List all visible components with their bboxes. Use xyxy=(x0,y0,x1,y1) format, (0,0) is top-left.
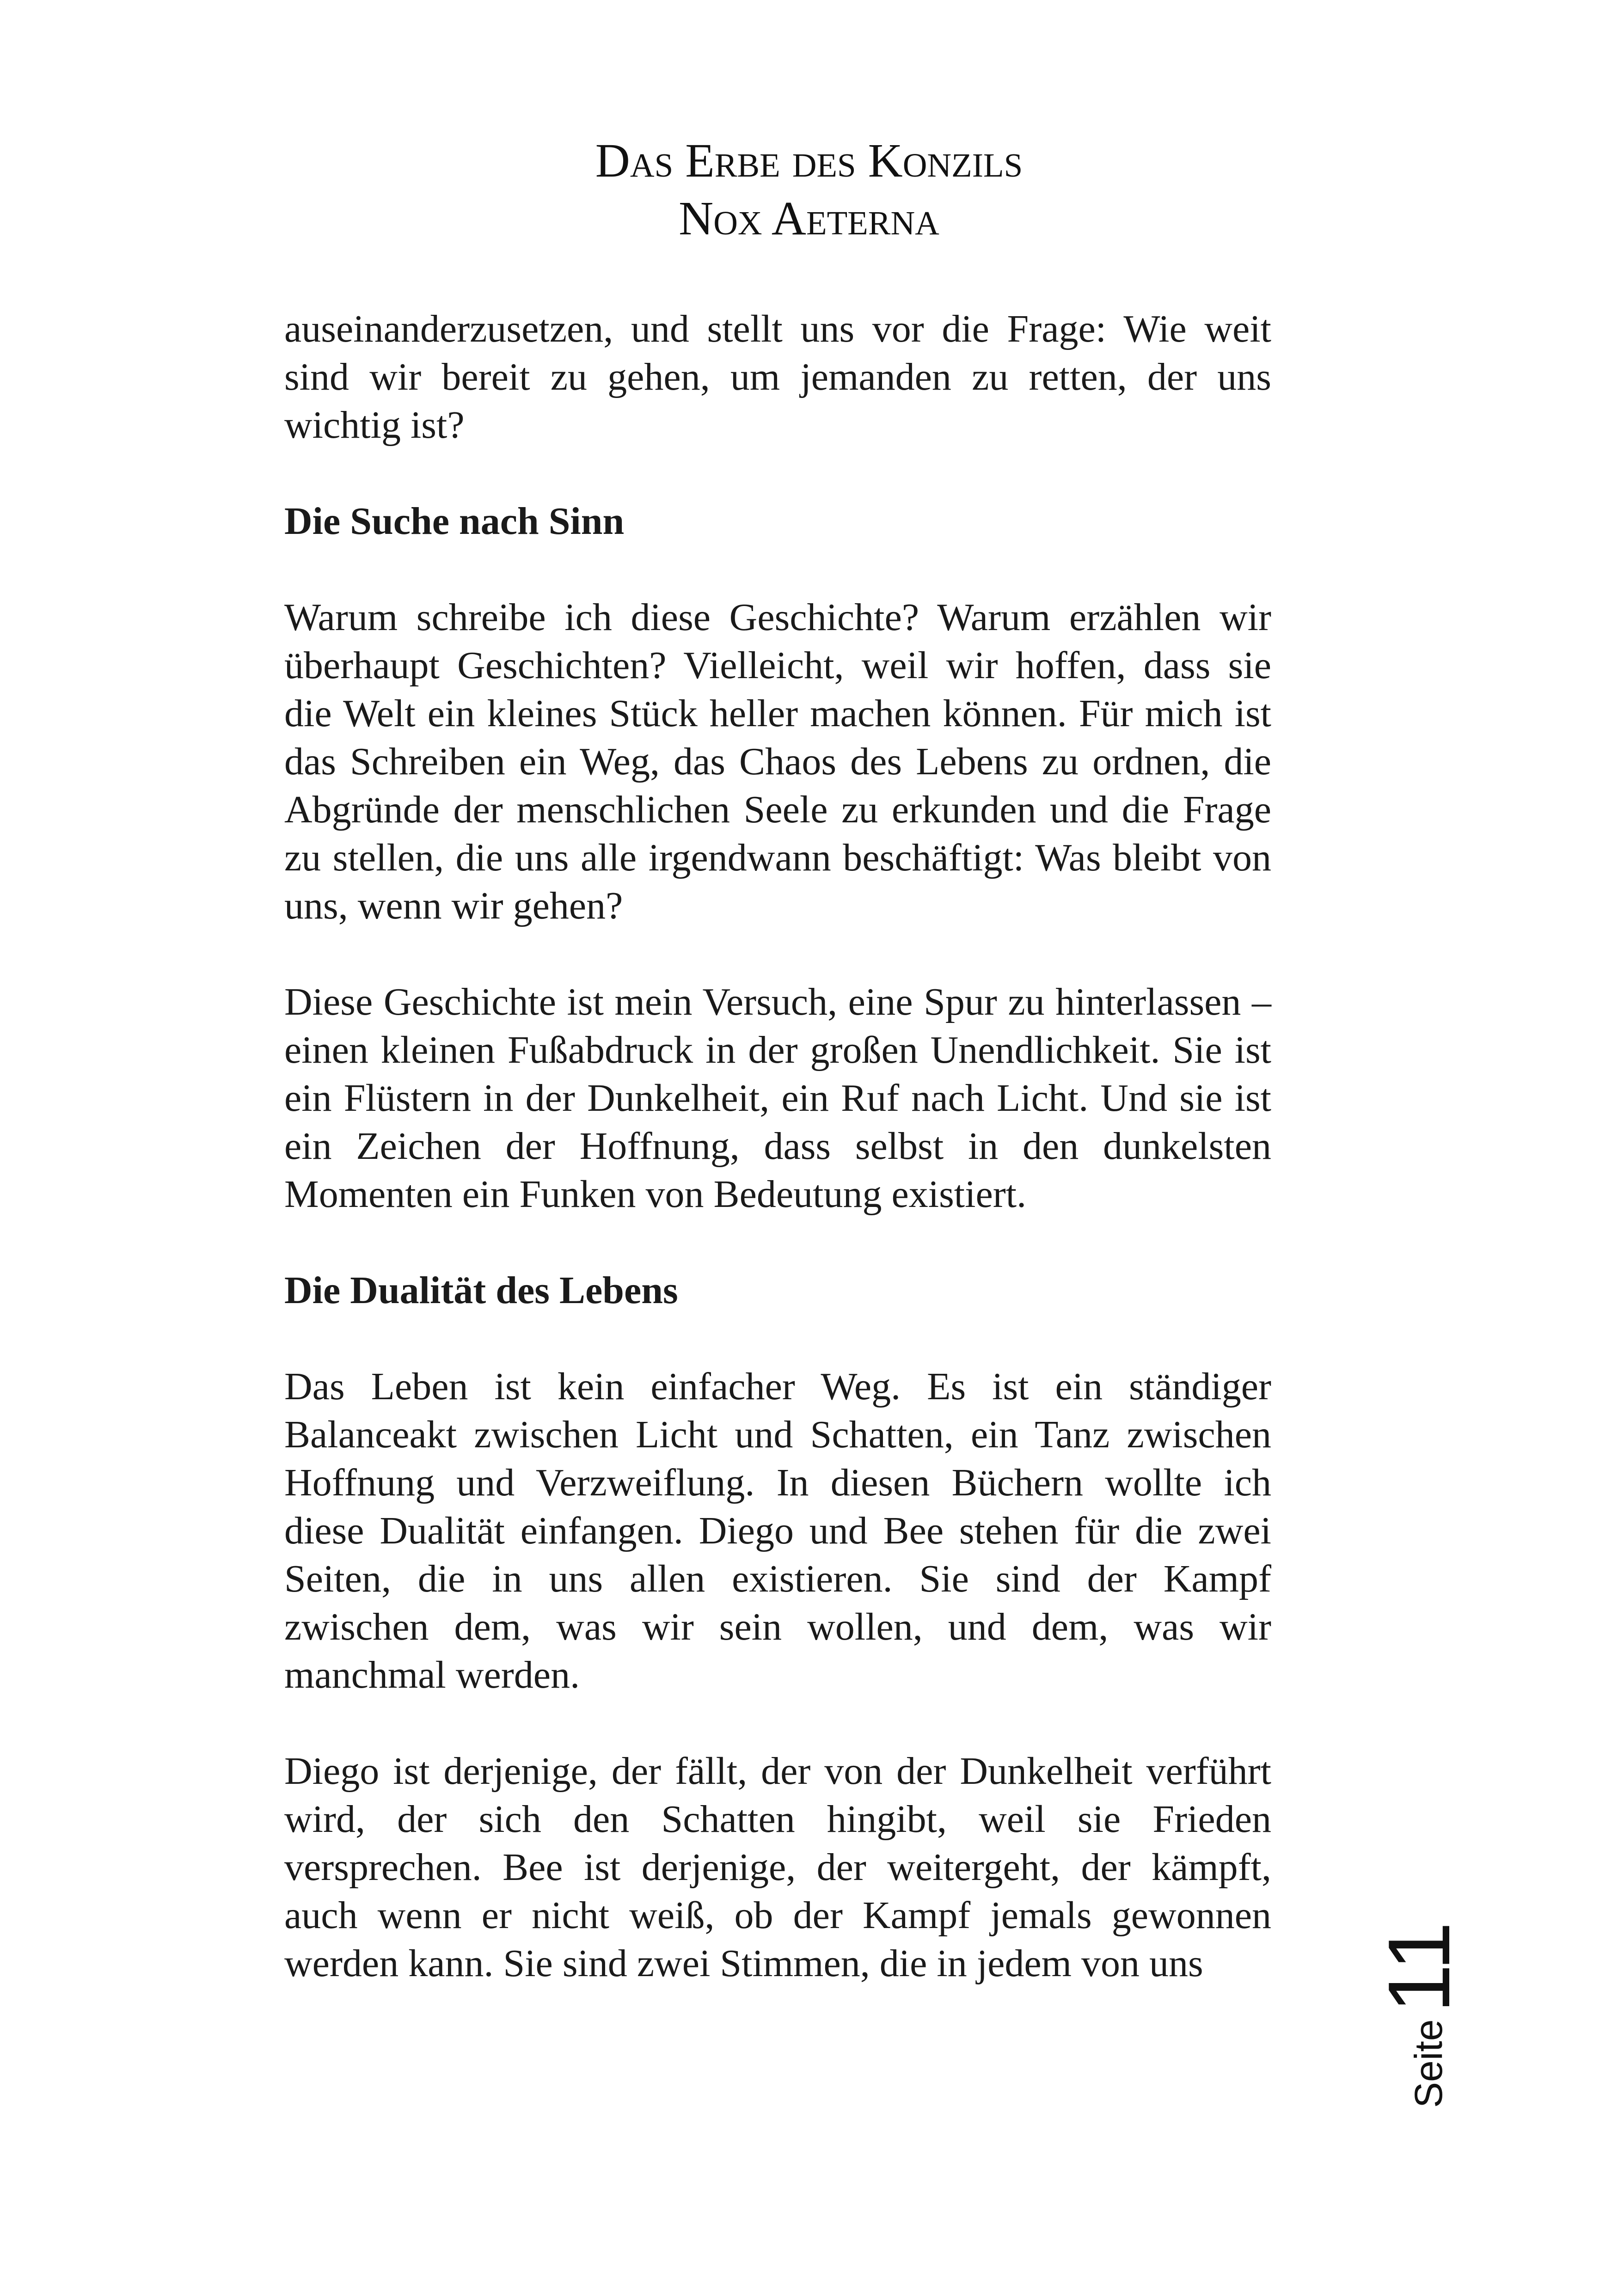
page-number xyxy=(1370,1904,1468,2108)
page-body xyxy=(284,305,1271,1988)
spacer xyxy=(284,930,1271,978)
paragraph-4: Das Leben ist kein einfacher Weg. Es ist ein ständiger Balanceakt zwischen Licht und Schatten, ein Tanz zwischen Hoffnung und Verzweiflung. In diesen Büchern wollte ich diese Dualität einfangen. Diego und Bee stehen für die zwei Seiten, die in uns allen existieren. Sie sind der Kampf zwischen dem, was wir sein wollen, und dem, was wir manchmal werden. xyxy=(284,1365,1271,1696)
spacer xyxy=(284,1699,1271,1747)
page-label: Seite xyxy=(1407,2019,1450,2108)
spacer xyxy=(284,545,1271,594)
book-subtitle: Nox Aeterna xyxy=(679,192,939,245)
section-heading-1: Die Suche nach Sinn xyxy=(284,500,625,543)
section-heading-2: Die Dualität des Lebens xyxy=(284,1269,678,1312)
paragraph-5: Diego ist derjenige, der fällt, der von der Dunkelheit verführt wird, der sich den Schatten hingibt, weil sie Frieden versprechen. Bee ist derjenige, der weitergeht, der kämpft, auch wenn er nicht weiß, ob der Kampf jemals gewonnen werden kann. Sie sind zwei Stimmen, die in jedem von uns xyxy=(284,1750,1271,1985)
spacer xyxy=(284,1315,1271,1363)
paragraph-2: Warum schreibe ich diese Geschichte? Warum erzählen wir überhaupt Geschichten? Vielleicht, weil wir hoffen, dass sie die Welt ein kleines Stück heller machen können. Für mich ist das Schreiben ein Weg, das Chaos des Lebens zu ordnen, die Abgründe der menschlichen Seele zu erkunden und die Frage zu stellen, die uns alle irgendwann beschäftigt: Was bleibt von uns, wenn wir gehen? xyxy=(284,596,1271,927)
paragraph-1: auseinanderzusetzen, und stellt uns vor die Frage: Wie weit sind wir bereit zu gehen, um jemanden zu retten, der uns wichtig ist? xyxy=(284,307,1271,447)
paragraph-3: Diese Geschichte ist mein Versuch, eine Spur zu hinterlassen – einen kleinen Fußabdruck in der großen Unendlichkeit. Sie ist ein Flüstern in der Dunkelheit, ein Ruf nach Licht. Und sie ist ein Zeichen der Hoffnung, dass selbst in den dunkelsten Momenten ein Funken von Bedeutung existiert. xyxy=(284,980,1271,1216)
page-number-rotated xyxy=(1370,1904,1468,2108)
spacer xyxy=(284,1218,1271,1267)
page-number-value: 11 xyxy=(1370,1922,1468,2013)
book-title: Das Erbe des Konzils xyxy=(595,134,1023,187)
spacer xyxy=(284,449,1271,497)
